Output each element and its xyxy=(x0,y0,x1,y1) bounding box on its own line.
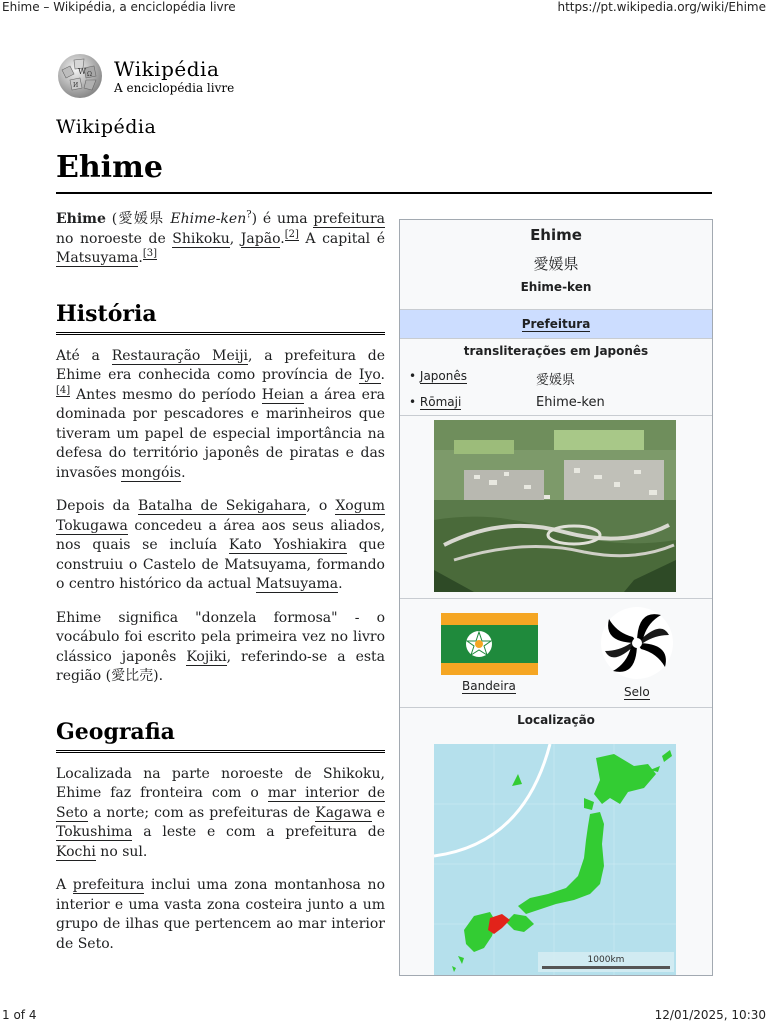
print-footer xyxy=(0,1008,768,1024)
link-kato-yoshiakira[interactable]: Kato Yoshiakira xyxy=(228,537,347,553)
body-text: que construiu o Castelo de Matsuyama, formando o centro histórico da actual xyxy=(56,537,386,592)
link-mongois[interactable]: mongóis xyxy=(121,464,182,481)
intro-bold-term: Ehime xyxy=(56,211,106,227)
link-mar-interior-seto[interactable]: mar interior de Seto xyxy=(56,785,385,821)
infobox-header xyxy=(400,220,712,310)
article-content xyxy=(56,210,385,968)
page-title: Ehime xyxy=(56,150,163,185)
link-matsuyama[interactable]: Matsuyama xyxy=(255,576,339,592)
translit-label-link[interactable]: Japonês xyxy=(419,369,467,383)
link-tokushima[interactable]: Tokushima xyxy=(56,824,133,840)
ehime-landscape-photo xyxy=(434,420,676,592)
link-heian[interactable]: Heian xyxy=(261,386,305,403)
body-text: concedeu a área aos seus aliados, nos quais se incluía xyxy=(56,517,385,553)
historia-paragraph-1 xyxy=(56,347,385,484)
link-japao[interactable]: Japão xyxy=(240,230,281,247)
intro-text: A capital é xyxy=(298,230,385,247)
site-name: Wikipédia xyxy=(56,116,157,138)
body-text: . xyxy=(181,464,186,481)
geografia-paragraph-2 xyxy=(56,876,385,954)
body-text: . xyxy=(380,367,385,383)
reference-link[interactable]: [4] xyxy=(56,384,71,396)
historia-paragraph-2 xyxy=(56,497,385,595)
body-text: . xyxy=(338,576,343,592)
translit-value: 愛媛県 xyxy=(536,373,576,388)
body-text: , o xyxy=(306,498,336,514)
ehime-flag-image[interactable] xyxy=(441,613,538,675)
body-text: , referindo-se a esta região (愛比売). xyxy=(56,648,386,684)
link-prefeitura[interactable]: prefeitura xyxy=(72,877,145,893)
link-prefeitura[interactable]: prefeitura xyxy=(313,211,385,227)
intro-kanji: (愛媛県 xyxy=(105,211,171,227)
body-text: no sul. xyxy=(95,843,148,860)
infobox-type-bar xyxy=(400,310,712,339)
map-scale-label: 1000km xyxy=(587,955,625,965)
translit-label-link[interactable]: Rōmaji xyxy=(419,395,462,409)
flag-caption[interactable] xyxy=(462,679,516,693)
infobox xyxy=(399,219,713,976)
reference-link[interactable]: [3] xyxy=(142,248,158,260)
intro-text: , xyxy=(229,230,241,247)
historia-paragraph-3 xyxy=(56,609,385,687)
ehime-seal-image[interactable] xyxy=(599,605,675,681)
body-text: inclui uma zona montanhosa no interior e uma vasta zona costeira junto a um grupo de ilhas que pertencem ao mar interior de Seto. xyxy=(56,877,386,952)
section-heading-historia: História xyxy=(56,301,385,335)
wikipedia-globe-icon xyxy=(56,52,104,100)
link-shikoku[interactable]: Shikoku xyxy=(172,230,230,247)
link-iyo[interactable]: Iyo xyxy=(358,367,381,383)
infobox-photo[interactable] xyxy=(400,416,712,599)
body-text: a área era dominada por pescadores e marinheiros que tiveram um papel de especial importância na defesa do território japonês de piratas e das invasões xyxy=(56,386,385,481)
infobox-symbols xyxy=(400,599,712,708)
link-kochi[interactable]: Kochi xyxy=(56,843,96,860)
link-batalha-sekigahara[interactable]: Batalha de Sekigahara xyxy=(137,498,307,514)
body-text: a norte; com as prefeituras de xyxy=(87,804,316,821)
print-page-number: 1 of 4 xyxy=(2,1008,37,1022)
link-restauracao-meiji[interactable]: Restauração Meiji xyxy=(111,347,249,364)
body-text: A xyxy=(56,877,73,893)
infobox-romaji: Ehime-ken xyxy=(520,280,592,294)
seal-caption-link[interactable]: Selo xyxy=(624,685,650,699)
reference-link[interactable]: [2] xyxy=(284,228,299,240)
infobox-type-link[interactable]: Prefeitura xyxy=(521,317,591,331)
body-text: Localizada na parte noroeste de Shikoku, Ehime faz fronteira com o xyxy=(56,765,385,801)
intro-text: ) é uma xyxy=(251,211,314,227)
logo-tagline: A enciclopédia livre xyxy=(114,81,235,95)
body-text: a leste e com a prefeitura de xyxy=(132,824,385,840)
infobox-title: Ehime xyxy=(530,226,582,244)
location-header: Localização xyxy=(517,713,595,727)
seal-caption[interactable] xyxy=(624,685,650,699)
print-header xyxy=(0,0,768,16)
translit-row-japones: • Japonês 愛媛県 xyxy=(409,369,576,388)
translit-row-romaji: • Rōmaji Ehime-ken xyxy=(409,395,605,410)
svg-text:W: W xyxy=(78,67,87,76)
intro-text: no noroeste de xyxy=(56,230,173,247)
body-text: , a prefeitura de Ehime era conhecida como província de xyxy=(56,347,385,383)
body-text: e xyxy=(371,804,385,821)
svg-text:И: И xyxy=(73,82,79,89)
translit-header: transliterações em Japonês xyxy=(463,344,649,358)
link-kagawa[interactable]: Kagawa xyxy=(315,804,372,821)
link-matsuyama[interactable]: Matsuyama xyxy=(56,250,139,266)
intro-text: . xyxy=(138,250,143,266)
body-text: Ehime significa "donzela formosa" - o vocábulo foi escrito pela primeira vez no livro clássico japonês xyxy=(56,609,385,665)
section-heading-geografia: Geografia xyxy=(56,719,385,753)
flag-caption-link[interactable]: Bandeira xyxy=(462,679,516,693)
japan-location-map[interactable] xyxy=(434,744,676,975)
body-text: Até a xyxy=(56,347,112,364)
print-page-title: Ehime – Wikipédia, a enciclopédia livre xyxy=(2,0,236,14)
intro-text: . xyxy=(280,230,285,247)
infobox-kanji: 愛媛県 xyxy=(533,255,579,273)
translit-value: Ehime-ken xyxy=(536,395,605,410)
body-text: Antes mesmo do período xyxy=(70,386,262,403)
title-divider xyxy=(56,192,712,194)
geografia-paragraph-1 xyxy=(56,765,385,863)
intro-romaji: Ehime-ken xyxy=(170,211,247,227)
link-xogum-tokugawa[interactable]: Xogum Tokugawa xyxy=(56,498,385,534)
pronunciation-help-link[interactable]: ? xyxy=(246,209,252,221)
intro-paragraph xyxy=(56,210,385,269)
infobox-transliterations xyxy=(400,339,712,416)
link-kojiki[interactable]: Kojiki xyxy=(186,648,227,665)
print-datetime: 12/01/2025, 10:30 xyxy=(654,1008,766,1022)
body-text: Depois da xyxy=(56,498,138,514)
logo-wordmark: Wikipédia xyxy=(114,57,220,81)
svg-text:Ω: Ω xyxy=(87,71,92,78)
print-url: https://pt.wikipedia.org/wiki/Ehime xyxy=(557,0,766,14)
